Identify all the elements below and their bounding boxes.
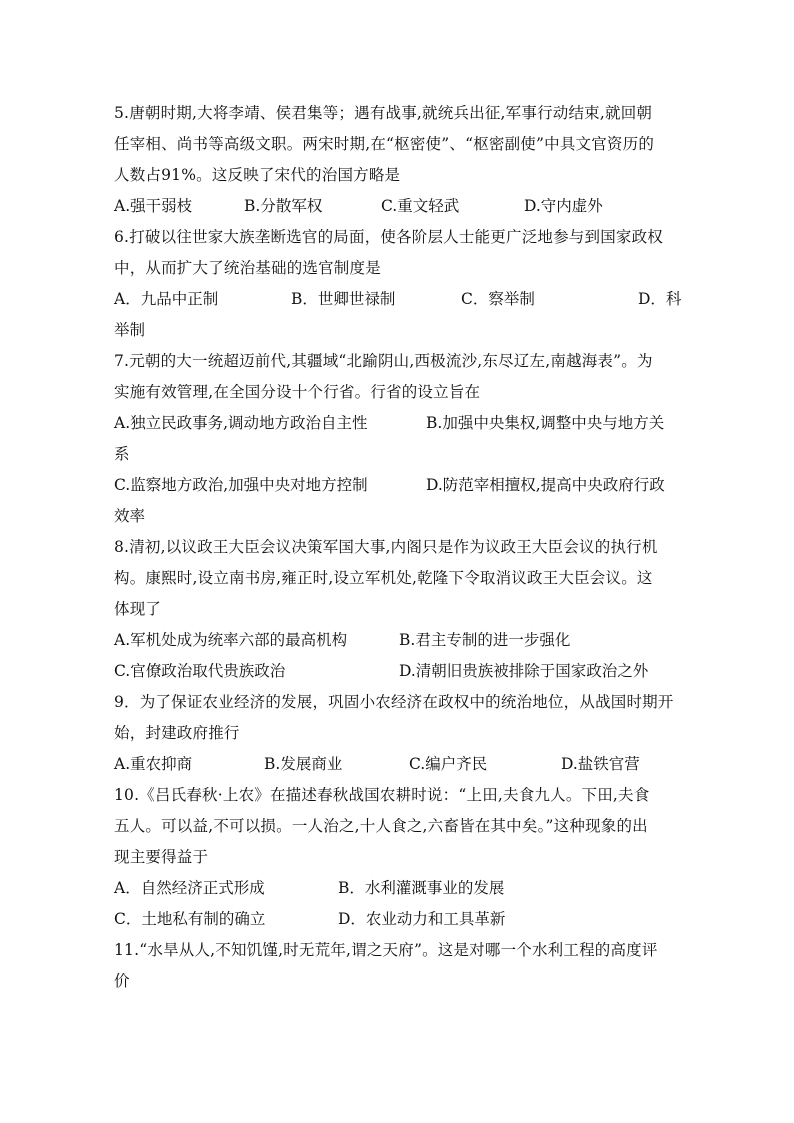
q10-stem-line-1: 10.《吕氏春秋·上农》在描述春秋战国农耕时说：“上田,夫食九人。下田,夫食: [114, 786, 650, 804]
q8-stem-line-2: 构。康熙时,设立南书房,雍正时,设立军机处,乾隆下令取消议政王大臣会议。这: [114, 569, 653, 587]
q8-option-b: B.君主专制的进一步强化: [399, 631, 571, 649]
q6-option-d-wrap: 举制: [114, 321, 146, 339]
q8-stem-line-1: 8.清初,以议政王大臣会议决策军国大事,内阁只是作为议政王大臣会议的执行机: [114, 538, 658, 556]
q5-option-d: D.守内虚外: [524, 197, 603, 215]
q7-option-d-wrap: 效率: [114, 507, 146, 525]
q7-stem-line-2: 实施有效管理,在全国分设十个行省。行省的设立旨在: [114, 383, 481, 401]
q7-option-c: C.监察地方政治,加强中央对地方控制: [114, 476, 368, 494]
q10-option-d: D．农业动力和工具革新: [338, 910, 506, 928]
q11-stem-line-2: 价: [114, 972, 130, 990]
q7-option-b: B.加强中央集权,调整中央与地方关: [426, 414, 665, 432]
q8-option-c: C.官僚政治取代贵族政治: [114, 662, 286, 680]
q8-stem-line-3: 体现了: [114, 600, 162, 618]
q9-option-b: B.发展商业: [264, 755, 343, 773]
q7-option-d: D.防范宰相擅权,提高中央政府行政: [426, 476, 665, 494]
q5-option-b: B.分散军权: [244, 197, 323, 215]
q7-option-b-wrap: 系: [114, 445, 130, 463]
q11-stem-line-1: 11.“水旱从人,不知饥馑,时无荒年,谓之天府”。这是对哪一个水利工程的高度评: [114, 941, 658, 959]
q6-stem-line-1: 6.打破以往世家大族垄断选官的局面，使各阶层人士能更广泛地参与到国家政权: [114, 228, 663, 246]
q8-option-d: D.清朝旧贵族被排除于国家政治之外: [399, 662, 649, 680]
q9-option-a: A.重农抑商: [114, 755, 193, 773]
q9-stem-line-1: 9．为了保证农业经济的发展，巩固小农经济在政权中的统治地位，从战国时期开: [114, 693, 674, 711]
q10-option-b: B．水利灌溉事业的发展: [338, 879, 505, 897]
q10-stem-line-3: 现主要得益于: [114, 848, 209, 866]
q7-option-a: A.独立民政事务,调动地方政治自主性: [114, 414, 368, 432]
q8-option-a: A.军机处成为统率六部的最高机构: [114, 631, 348, 649]
q9-stem-line-2: 始，封建政府推行: [114, 724, 240, 742]
q9-option-c: C.编户齐民: [409, 755, 488, 773]
q10-option-a: A．自然经济正式形成: [114, 879, 265, 897]
q6-stem-line-2: 中，从而扩大了统治基础的选官制度是: [114, 259, 381, 277]
q5-stem-line-2: 任宰相、尚书等高级文职。两宋时期,在“枢密使”、“枢密副使”中具文官资历的: [114, 135, 655, 153]
q9-option-d: D.盐铁官营: [561, 755, 640, 773]
q5-stem-line-1: 5.唐朝时期,大将李靖、侯君集等；遇有战事,就统兵出征,军事行动结束,就回朝: [114, 104, 653, 122]
q10-stem-line-2: 五人。可以益,不可以损。一人治之,十人食之,六畜皆在其中矣。”这种现象的出: [114, 817, 648, 835]
q10-option-c: C．土地私有制的确立: [114, 910, 266, 928]
q5-option-a: A.强干弱枝: [114, 197, 193, 215]
q5-option-c: C.重文轻武: [381, 197, 460, 215]
q7-stem-line-1: 7.元朝的大一统超迈前代,其疆域“北踰阴山,西极流沙,东尽辽左,南越海表”。为: [114, 352, 653, 370]
q6-option-a: A．九品中正制: [114, 290, 219, 308]
q6-option-c: C．察举制: [461, 290, 535, 308]
q6-option-b: B．世卿世禄制: [291, 290, 396, 308]
q5-stem-line-3: 人数占91%。这反映了宋代的治国方略是: [114, 166, 401, 184]
q6-option-d: D．科: [638, 290, 682, 308]
